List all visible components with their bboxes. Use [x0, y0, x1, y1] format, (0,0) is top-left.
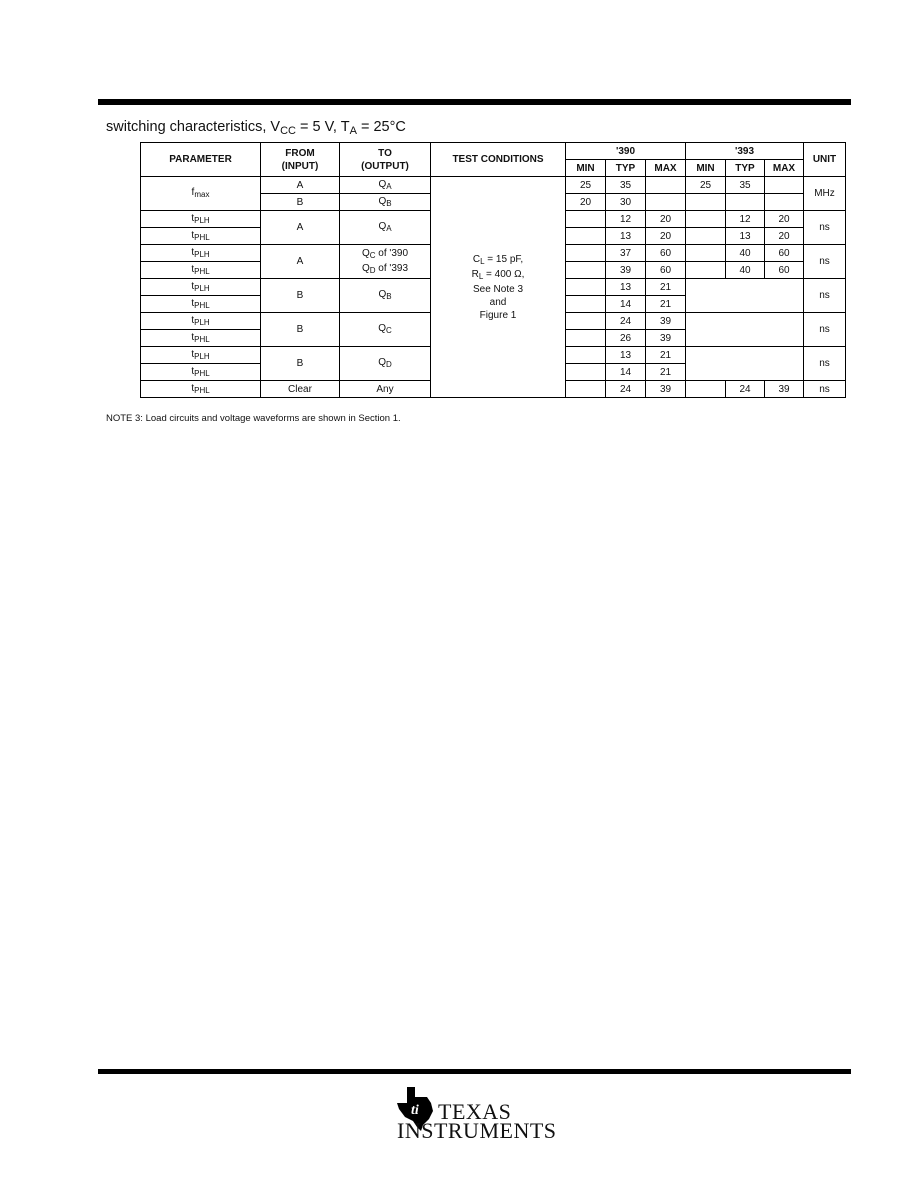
- typ-393-cell: 24: [726, 381, 765, 398]
- texas-instruments-logo: [395, 1083, 555, 1141]
- unit-cell: ns: [804, 347, 846, 381]
- typ-390-cell: 13: [606, 279, 646, 296]
- parameter-cell: $t_{PLH}$: [141, 279, 261, 296]
- parameter-cell: $f_{max}$: [141, 177, 261, 211]
- min-390-cell: [566, 313, 606, 330]
- table-row: [141, 177, 846, 194]
- group-390-header: '390: [566, 143, 686, 160]
- max-390-cell: 60: [646, 262, 686, 279]
- from-cell: A: [261, 245, 340, 279]
- typ-390-cell: 13: [606, 228, 646, 245]
- from-cell: B: [261, 194, 340, 211]
- to-cell: $Q_A$: [340, 211, 431, 245]
- to-cell: $Q_D$: [340, 347, 431, 381]
- max-393-cell: 60: [765, 262, 804, 279]
- max-393-cell: [765, 194, 804, 211]
- typ-390-cell: 24: [606, 381, 646, 398]
- unit-cell: ns: [804, 211, 846, 245]
- min-390-cell: [566, 262, 606, 279]
- typ-390-cell: 12: [606, 211, 646, 228]
- typ-393-cell: 12: [726, 211, 765, 228]
- from-cell: B: [261, 279, 340, 313]
- max-393-cell: 60: [765, 245, 804, 262]
- section-title: switching characteristics, $V_{CC} = 5$ V, $T_A = 25^\circ C$: [106, 119, 406, 137]
- parameter-header: PARAMETER: [141, 143, 261, 177]
- parameter-cell: $t_{PLH}$: [141, 211, 261, 228]
- typ-390-cell: 13: [606, 347, 646, 364]
- max-390-cell: 20: [646, 228, 686, 245]
- min-393-cell: 25: [686, 177, 726, 194]
- typ-393-cell: 40: [726, 262, 765, 279]
- top-rule: [98, 99, 851, 105]
- switching-characteristics-table: [140, 142, 846, 398]
- unit-header: UNIT: [804, 143, 846, 177]
- footnote: NOTE 3: Load circuits and voltage waveforms are shown in Section 1.: [106, 413, 401, 424]
- test-conditions-cell: $C_L = 15$ pF, $R_L = 400$ Ω, See Note 3 and Figure 1: [431, 177, 566, 398]
- max-390-cell: 21: [646, 347, 686, 364]
- parameter-cell: $t_{PHL}$: [141, 330, 261, 347]
- min-393-cell: [686, 245, 726, 262]
- empty-393-cell: [686, 347, 804, 381]
- max-390-cell: 20: [646, 211, 686, 228]
- min-390-cell: [566, 347, 606, 364]
- min-390-cell: 20: [566, 194, 606, 211]
- max-390-header: MAX: [646, 160, 686, 177]
- min-390-header: MIN: [566, 160, 606, 177]
- max-390-cell: 60: [646, 245, 686, 262]
- typ-390-cell: 14: [606, 364, 646, 381]
- typ-393-header: TYP: [726, 160, 765, 177]
- min-393-cell: [686, 262, 726, 279]
- min-393-cell: [686, 211, 726, 228]
- typ-393-cell: 35: [726, 177, 765, 194]
- typ-390-header: TYP: [606, 160, 646, 177]
- max-393-cell: 39: [765, 381, 804, 398]
- min-393-cell: [686, 194, 726, 211]
- max-390-cell: 39: [646, 313, 686, 330]
- svg-text:ti: ti: [411, 1103, 419, 1118]
- min-390-cell: [566, 279, 606, 296]
- to-cell: $Q_B$: [340, 279, 431, 313]
- typ-390-cell: 24: [606, 313, 646, 330]
- to-cell: $Q_C$ of '390 $Q_D$ of '393: [340, 245, 431, 279]
- bottom-rule: [98, 1069, 851, 1074]
- min-390-cell: [566, 381, 606, 398]
- group-393-header: '393: [686, 143, 804, 160]
- typ-393-cell: 40: [726, 245, 765, 262]
- typ-390-cell: 39: [606, 262, 646, 279]
- max-390-cell: [646, 177, 686, 194]
- min-390-cell: [566, 364, 606, 381]
- typ-393-cell: [726, 194, 765, 211]
- min-393-cell: [686, 228, 726, 245]
- unit-cell: ns: [804, 313, 846, 347]
- max-393-header: MAX: [765, 160, 804, 177]
- typ-393-cell: 13: [726, 228, 765, 245]
- max-393-cell: [765, 177, 804, 194]
- max-390-cell: 21: [646, 279, 686, 296]
- max-390-cell: 21: [646, 364, 686, 381]
- parameter-cell: $t_{PLH}$: [141, 313, 261, 330]
- from-cell: B: [261, 347, 340, 381]
- min-390-cell: [566, 211, 606, 228]
- logo-word-instruments: INSTRUMENTS: [397, 1118, 557, 1143]
- typ-390-cell: 35: [606, 177, 646, 194]
- min-393-header: MIN: [686, 160, 726, 177]
- max-393-cell: 20: [765, 211, 804, 228]
- to-cell: $Q_A$: [340, 177, 431, 194]
- logo-word-texas: TEXAS: [438, 1099, 512, 1124]
- min-390-cell: 25: [566, 177, 606, 194]
- parameter-cell: $t_{PLH}$: [141, 347, 261, 364]
- min-390-cell: [566, 245, 606, 262]
- min-393-cell: [686, 381, 726, 398]
- min-390-cell: [566, 330, 606, 347]
- parameter-cell: $t_{PHL}$: [141, 262, 261, 279]
- to-cell: Any: [340, 381, 431, 398]
- unit-cell: ns: [804, 381, 846, 398]
- parameter-cell: $t_{PLH}$: [141, 245, 261, 262]
- max-390-cell: 21: [646, 296, 686, 313]
- max-393-cell: 20: [765, 228, 804, 245]
- unit-cell: ns: [804, 245, 846, 279]
- typ-390-cell: 30: [606, 194, 646, 211]
- typ-390-cell: 26: [606, 330, 646, 347]
- parameter-cell: $t_{PHL}$: [141, 296, 261, 313]
- typ-390-cell: 37: [606, 245, 646, 262]
- from-cell: Clear: [261, 381, 340, 398]
- to-cell: $Q_B$: [340, 194, 431, 211]
- from-cell: A: [261, 177, 340, 194]
- empty-393-cell: [686, 313, 804, 347]
- to-cell: $Q_C$: [340, 313, 431, 347]
- unit-cell: MHz: [804, 177, 846, 211]
- test-conditions-header: TEST CONDITIONS: [431, 143, 566, 177]
- from-cell: B: [261, 313, 340, 347]
- from-header: FROM (INPUT): [261, 143, 340, 177]
- parameter-cell: $t_{PHL}$: [141, 228, 261, 245]
- max-390-cell: 39: [646, 330, 686, 347]
- to-header: TO (OUTPUT): [340, 143, 431, 177]
- typ-390-cell: 14: [606, 296, 646, 313]
- min-390-cell: [566, 228, 606, 245]
- min-390-cell: [566, 296, 606, 313]
- empty-393-cell: [686, 279, 804, 313]
- parameter-cell: $t_{PHL}$: [141, 364, 261, 381]
- max-390-cell: [646, 194, 686, 211]
- max-390-cell: 39: [646, 381, 686, 398]
- unit-cell: ns: [804, 279, 846, 313]
- parameter-cell: $t_{PHL}$: [141, 381, 261, 398]
- from-cell: A: [261, 211, 340, 245]
